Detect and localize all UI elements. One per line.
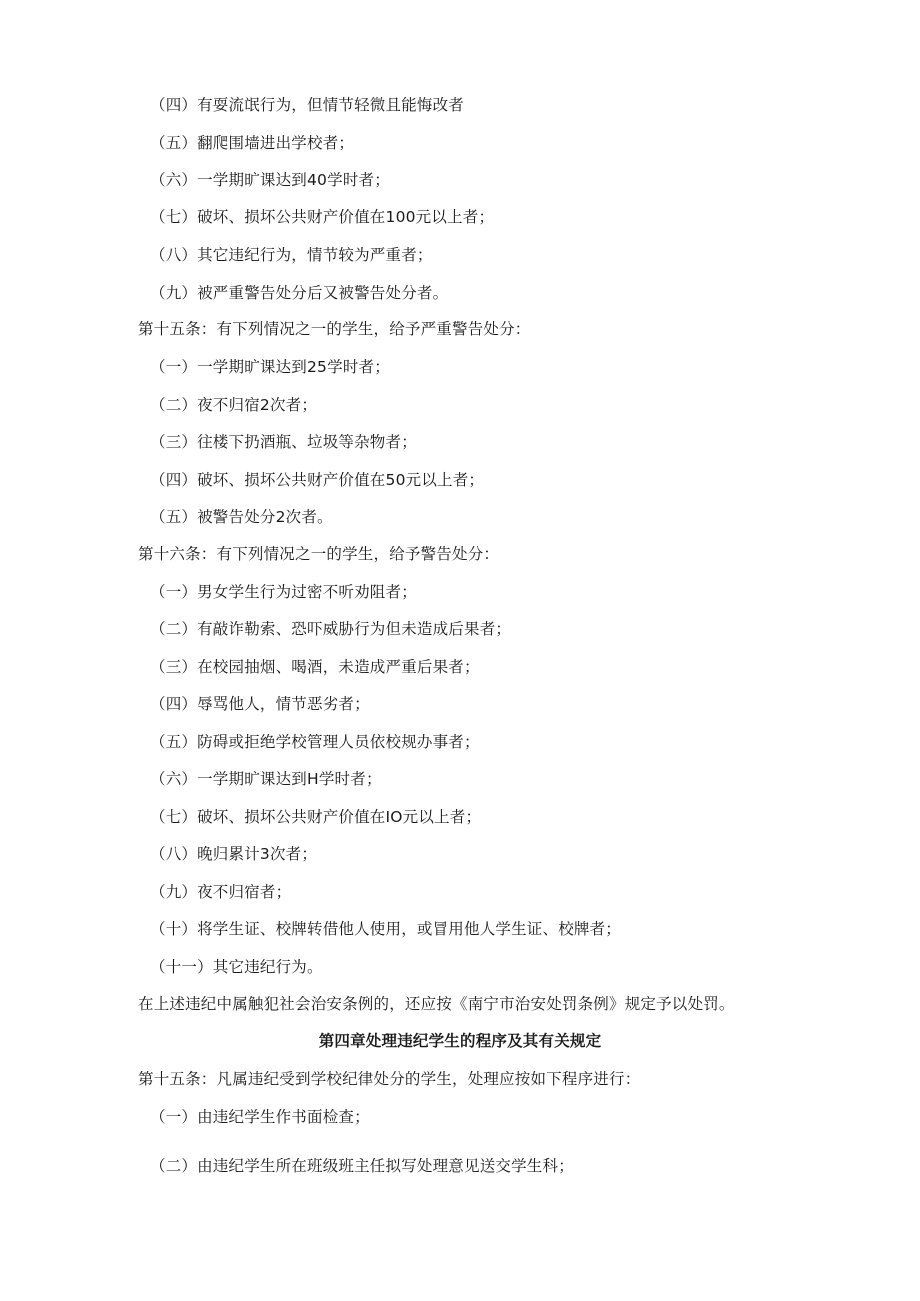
item-line: （二）由违纪学生所在班级班主任拟写处理意见送交学生科； [150, 1157, 574, 1175]
item-line: （五）被警告处分2次者。 [150, 508, 333, 526]
item-line: （六）一学期旷课达到40学时者； [150, 171, 390, 189]
article-line: 在上述违纪中属触犯社会治安条例的，还应按《南宁市治安处罚条例》规定予以处罚。 [138, 995, 735, 1013]
item-line: （九）被严重警告处分后又被警告处分者。 [150, 284, 449, 302]
item-line: （三）在校园抽烟、喝酒，未造成严重后果者； [150, 658, 480, 676]
item-line: （八）晚归累计3次者； [150, 845, 318, 863]
article-line: 第十五条：有下列情况之一的学生，给予严重警告处分： [138, 320, 531, 338]
item-line: （六）一学期旷课达到H学时者； [150, 770, 382, 788]
item-line: （十一）其它违纪行为。 [150, 958, 323, 976]
item-line: （十）将学生证、校牌转借他人使用，或冒用他人学生证、校牌者； [150, 920, 622, 938]
item-line: （二）夜不归宿2次者； [150, 396, 318, 414]
item-line: （七）破坏、损坏公共财产价值在IO元以上者； [150, 808, 482, 826]
item-line: （九）夜不归宿者； [150, 883, 292, 901]
item-line: （一）男女学生行为过密不听劝阻者； [150, 583, 417, 601]
item-line: （三）往楼下扔酒瓶、垃圾等杂物者； [150, 433, 417, 451]
article-line: 第十五条：凡属违纪受到学校纪律处分的学生，处理应按如下程序进行： [138, 1070, 641, 1088]
article-line: 第十六条：有下列情况之一的学生，给予警告处分： [138, 545, 500, 563]
item-line: （二）有敲诈勒索、恐吓威胁行为但未造成后果者； [150, 620, 512, 638]
item-line: （五）防碍或拒绝学校管理人员依校规办事者； [150, 733, 480, 751]
item-line: （一）一学期旷课达到25学时者； [150, 358, 390, 376]
item-line: （七）破坏、损坏公共财产价值在100元以上者； [150, 208, 495, 226]
chapter-heading: 第四章处理违纪学生的程序及其有关规定 [318, 1032, 602, 1050]
item-line: （五）翻爬围墙进出学校者； [150, 134, 355, 152]
item-line: （一）由违纪学生作书面检查； [150, 1108, 370, 1126]
item-line: （八）其它违纪行为，情节较为严重者； [150, 246, 433, 264]
item-line: （四）破坏、损坏公共财产价值在50元以上者； [150, 471, 485, 489]
item-line: （四）有耍流氓行为，但情节轻微且能悔改者 [150, 96, 465, 114]
item-line: （四）辱骂他人，情节恶劣者； [150, 695, 370, 713]
